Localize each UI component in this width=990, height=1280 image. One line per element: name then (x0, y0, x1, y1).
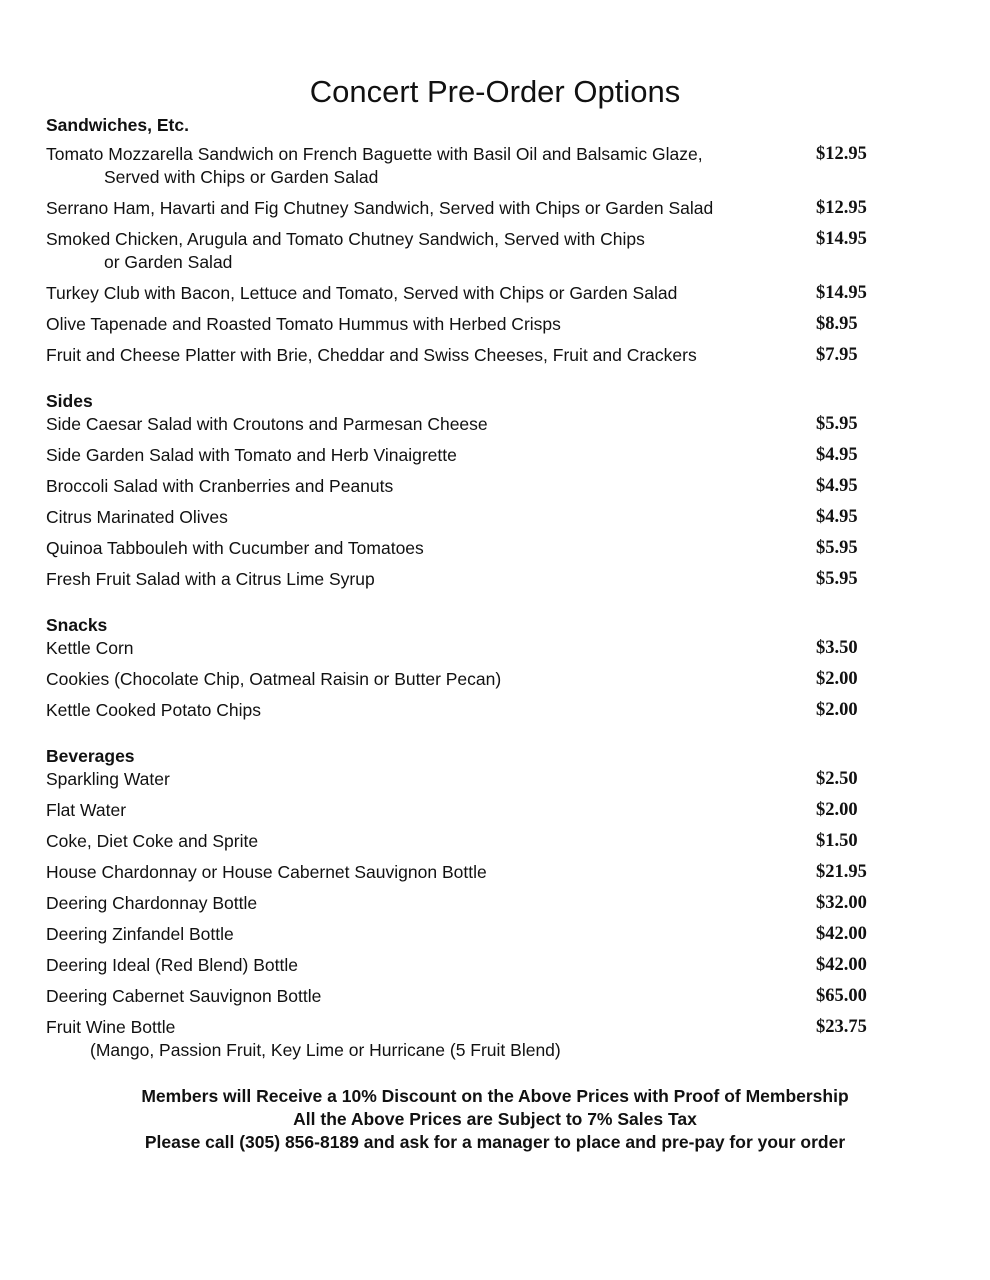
item-name: Olive Tapenade and Roasted Tomato Hummus with Herbed Crisps (46, 314, 561, 334)
item-price: $23.75 (816, 1017, 867, 1037)
item-price: $14.95 (816, 283, 867, 303)
item-name: Deering Ideal (Red Blend) Bottle (46, 955, 298, 975)
menu-item (46, 985, 876, 1008)
item-name: Smoked Chicken, Arugula and Tomato Chutney Sandwich, Served with Chips (46, 229, 645, 249)
item-price: $4.95 (816, 507, 858, 527)
menu-item (46, 637, 876, 660)
item-price: $12.95 (816, 144, 867, 164)
item-price: $14.95 (816, 229, 867, 249)
item-price: $2.00 (816, 700, 858, 720)
item-name: Kettle Cooked Potato Chips (46, 700, 261, 720)
item-name: Tomato Mozzarella Sandwich on French Baguette with Basil Oil and Balsamic Glaze, (46, 144, 703, 164)
menu-item (46, 954, 876, 977)
item-price: $4.95 (816, 445, 858, 465)
item-name-continued: Served with Chips or Garden Salad (104, 167, 379, 187)
item-name: Side Garden Salad with Tomato and Herb Vinaigrette (46, 445, 457, 465)
item-name: Fruit Wine Bottle (46, 1017, 176, 1037)
item-description (46, 985, 776, 1008)
item-price: $1.50 (816, 831, 858, 851)
section-heading: Beverages (46, 746, 135, 766)
section-heading: Sandwiches, Etc. (46, 115, 189, 135)
item-name: Citrus Marinated Olives (46, 507, 228, 527)
order-note: Please call (305) 856-8189 and ask for a manager to place and pre-pay for your order (144, 1132, 846, 1152)
menu-item (46, 861, 876, 884)
item-price: $7.95 (816, 345, 858, 365)
item-description (46, 444, 776, 467)
item-name: Quinoa Tabbouleh with Cucumber and Tomatoes (46, 538, 424, 558)
item-description (46, 413, 776, 436)
menu-item (46, 537, 876, 560)
menu-item (46, 444, 876, 467)
menu-item (46, 506, 876, 529)
menu-item (46, 344, 876, 367)
section-sides (46, 390, 876, 591)
item-name: Deering Cabernet Sauvignon Bottle (46, 986, 322, 1006)
item-name: Flat Water (46, 800, 127, 820)
item-description (46, 1016, 776, 1062)
item-price: $21.95 (816, 862, 867, 882)
section-spacer (46, 591, 876, 614)
item-description (46, 475, 776, 498)
item-price: $5.95 (816, 538, 858, 558)
section-spacer (46, 722, 876, 745)
item-price: $2.00 (816, 669, 858, 689)
menu-item (46, 1016, 876, 1062)
item-description (46, 344, 776, 367)
item-name: House Chardonnay or House Cabernet Sauvignon Bottle (46, 862, 487, 882)
item-description (46, 830, 776, 853)
item-description (46, 143, 776, 189)
menu-item (46, 768, 876, 791)
menu-content (46, 114, 876, 1062)
item-price: $2.00 (816, 800, 858, 820)
menu-item (46, 413, 876, 436)
menu-item (46, 892, 876, 915)
item-name: Fruit and Cheese Platter with Brie, Cheddar and Swiss Cheeses, Fruit and Crackers (46, 345, 697, 365)
item-price: $5.95 (816, 414, 858, 434)
item-price: $12.95 (816, 198, 867, 218)
menu-item (46, 197, 876, 220)
menu-item (46, 143, 876, 189)
item-description (46, 537, 776, 560)
menu-item (46, 699, 876, 722)
item-name: Serrano Ham, Havarti and Fig Chutney Sandwich, Served with Chips or Garden Salad (46, 198, 714, 218)
menu-item (46, 568, 876, 591)
item-price: $8.95 (816, 314, 858, 334)
item-price: $5.95 (816, 569, 858, 589)
item-description (46, 506, 776, 529)
section-snacks (46, 614, 876, 722)
page-title: Concert Pre-Order Options (309, 74, 681, 109)
menu-item (46, 228, 876, 274)
footer-notes (0, 1085, 990, 1154)
section-sandwiches (46, 114, 876, 367)
item-name-continued: (Mango, Passion Fruit, Key Lime or Hurricane (5 Fruit Blend) (90, 1040, 561, 1060)
item-price: $42.00 (816, 924, 867, 944)
item-name: Deering Chardonnay Bottle (46, 893, 258, 913)
item-price: $42.00 (816, 955, 867, 975)
item-description (46, 861, 776, 884)
item-description (46, 637, 776, 660)
item-name: Coke, Diet Coke and Sprite (46, 831, 259, 851)
section-heading: Sides (46, 391, 93, 411)
item-name: Turkey Club with Bacon, Lettuce and Tomato, Served with Chips or Garden Salad (46, 283, 678, 303)
item-name: Deering Zinfandel Bottle (46, 924, 234, 944)
menu-item (46, 668, 876, 691)
item-name: Broccoli Salad with Cranberries and Peanuts (46, 476, 394, 496)
item-description (46, 923, 776, 946)
item-name: Sparkling Water (46, 769, 170, 789)
item-price: $65.00 (816, 986, 867, 1006)
tax-note: All the Above Prices are Subject to 7% Sales Tax (293, 1109, 697, 1129)
item-description (46, 892, 776, 915)
section-beverages (46, 745, 876, 1062)
item-name: Cookies (Chocolate Chip, Oatmeal Raisin or Butter Pecan) (46, 669, 502, 689)
menu-item (46, 282, 876, 305)
item-price: $3.50 (816, 638, 858, 658)
menu-item (46, 830, 876, 853)
item-price: $2.50 (816, 769, 858, 789)
item-description (46, 768, 776, 791)
item-description (46, 699, 776, 722)
item-description (46, 313, 776, 336)
discount-note: Members will Receive a 10% Discount on the Above Prices with Proof of Membership (141, 1086, 849, 1106)
section-spacer (46, 367, 876, 390)
item-price: $32.00 (816, 893, 867, 913)
item-name: Side Caesar Salad with Croutons and Parmesan Cheese (46, 414, 488, 434)
item-name: Fresh Fruit Salad with a Citrus Lime Syrup (46, 569, 375, 589)
item-description (46, 954, 776, 977)
menu-item (46, 799, 876, 822)
item-description (46, 282, 776, 305)
item-description (46, 228, 776, 274)
menu-item (46, 923, 876, 946)
item-price: $4.95 (816, 476, 858, 496)
menu-item (46, 475, 876, 498)
item-name-continued: or Garden Salad (104, 252, 233, 272)
item-description (46, 668, 776, 691)
menu-item (46, 313, 876, 336)
item-description (46, 197, 776, 220)
item-description (46, 568, 776, 591)
item-description (46, 799, 776, 822)
item-name: Kettle Corn (46, 638, 134, 658)
section-heading: Snacks (46, 615, 108, 635)
